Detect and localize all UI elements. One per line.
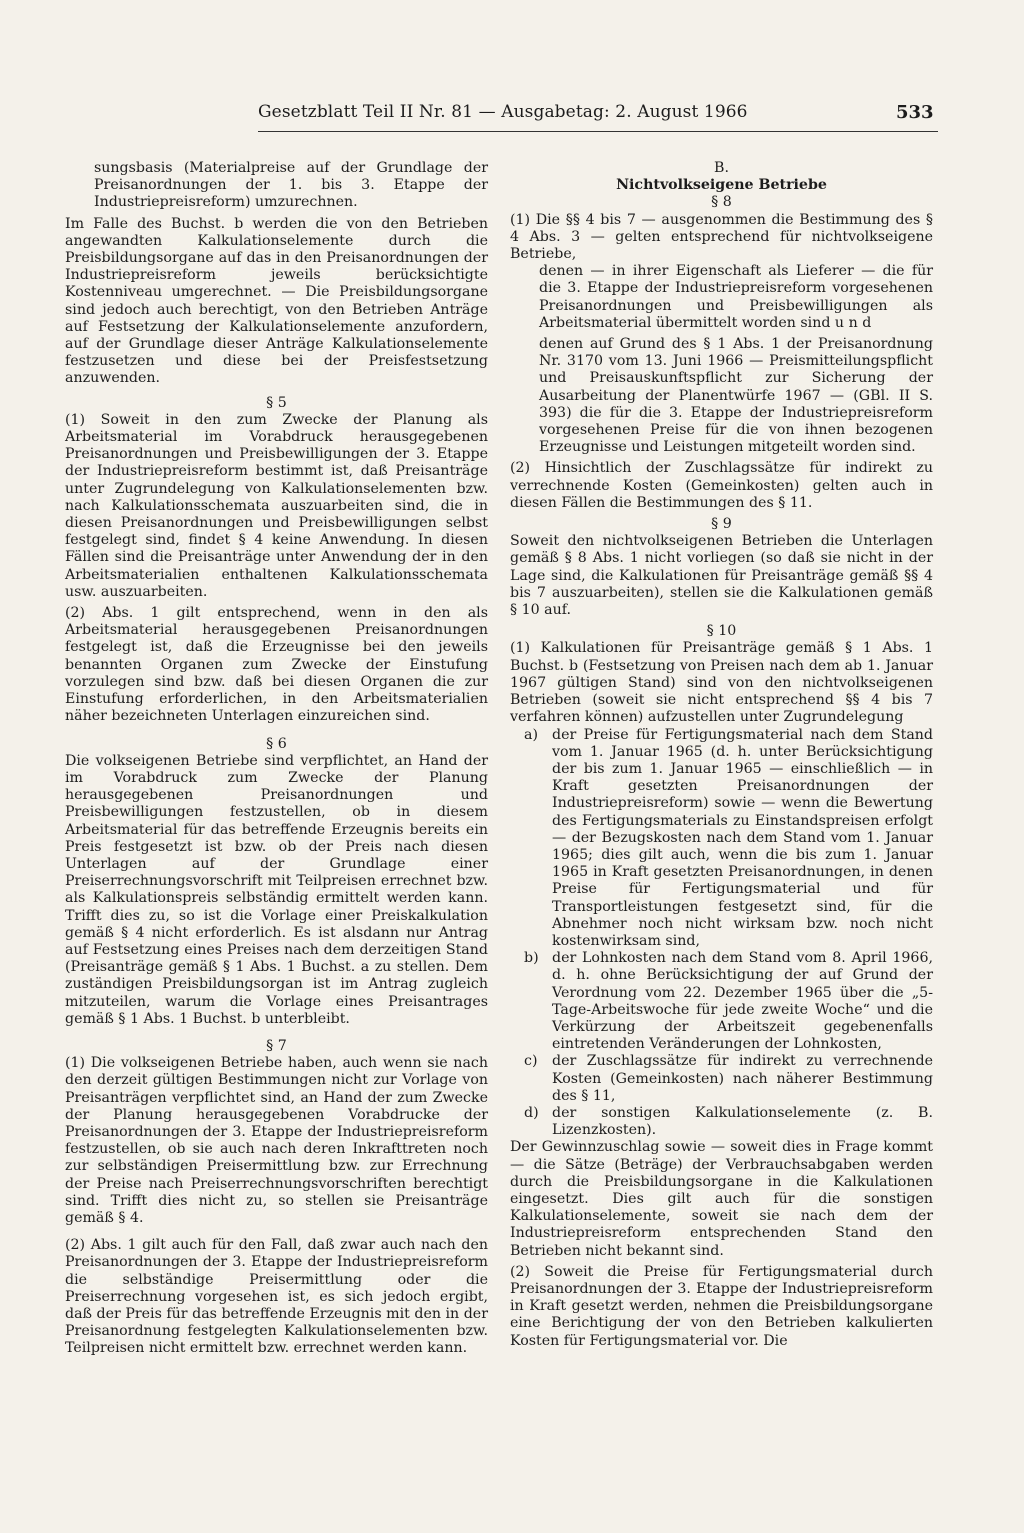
paragraph: (1) Kalkulationen für Preisanträge gemäß § 1 Abs. 1 Buchst. b (Festsetzung von Preisen nach dem ab 1. Januar 1967 gültigen Stand) sind von den nichtvolkseigenen Betrieben (soweit sie nicht entsprechend §§ 4 bis 7 verfahren können) aufzustellen unter Zugrundelegung (510, 640, 933, 726)
list-text: der Lohnkosten nach dem Stand vom 8. April 1966, d. h. ohne Berücksichtigung der auf Grund der Verordnung vom 22. Dezember 1965 über die „5-Tage-Arbeitswoche für jede zweite Woche“ und die Verkürzung der Arbeitszeit gegebenenfalls eintretenden Veränderungen der Lohnkosten, (552, 950, 933, 1053)
part-title: Nichtvolkseigene Betriebe (616, 177, 827, 194)
part-heading: B. (714, 160, 729, 176)
list-item (524, 727, 933, 951)
page-number: 533 (896, 102, 934, 123)
list-item (524, 950, 933, 1053)
list-label: c) (524, 1053, 538, 1070)
section-heading: § 9 (711, 516, 732, 533)
paragraph-indented: denen — in ihrer Eigenschaft als Lieferer — die für die 3. Etappe der Industriepreisreform vorgesehenen Preisanordnungen und Preisbewilligungen als Arbeitsmaterial übermittelt worden sind u n d (539, 263, 933, 331)
list-text: der Preise für Fertigungsmaterial nach dem Stand vom 1. Januar 1965 (d. h. unter Berücksichtigung der bis zum 1. Januar 1965 — einschließlich — in Kraft gesetzten Preisanordnungen der Industriepreisreform) sowie — wenn die Bewertung des Fertigungsmaterials zu Einstandspreisen erfolgt — der Bezugskosten nach dem Stand vom 1. Januar 1965; dies gilt auch, wenn die bis zum 1. Januar 1965 in Kraft gesetzten Preisanordnungen, in denen Preise für Fertigungsmaterial und für Transportleistungen festgesetzt sind, für die Abnehmer noch nicht wirksam bzw. noch nicht kostenwirksam sind, (552, 726, 933, 949)
list-text: der sonstigen Kalkulationselemente (z. B. Lizenzkosten). (552, 1104, 933, 1139)
paragraph: Soweit den nichtvolkseigenen Betrieben die Unterlagen gemäß § 8 Abs. 1 nicht vorliegen (so daß sie nicht in der Lage sind, die Kalkulationen für Preisanträge gemäß §§ 4 bis 7 auszuarbeiten), stellen sie die Kalkulationen gemäß § 10 auf. (510, 533, 933, 619)
page-header (0, 102, 1024, 126)
paragraph: (2) Soweit die Preise für Fertigungsmaterial durch Preisanordnungen der 3. Etappe der Industriepreisreform in Kraft gesetzt werden, nehmen die Preisbildungsorgane eine Berichtigung der von den Betrieben kalkulierten Kosten für Fertigungsmaterial vor. Die (510, 1263, 933, 1349)
paragraph: (1) Die volkseigenen Betriebe haben, auch wenn sie nach den derzeit gültigen Bestimmungen nicht zur Vorlage von Preisanträgen verpflichtet sind, an Hand der zum Zwecke der Planung herausgegebenen Vorabdrucke der Preisanordnungen der 3. Etappe der Industriepreisreform festzustellen, ob sie auch nach deren Inkrafttreten noch zur selbständigen Preisermittlung bzw. zur Errechnung der Preise nach Preiserrechnungsvorschriften berechtigt sind. Trifft dies nicht zu, so stellen sie Preisanträge gemäß § 4. (65, 1055, 488, 1226)
paragraph: Im Falle des Buchst. b werden die von den Betrieben angewandten Kalkulationselemente durch die Preisbildungsorgane auf das in den Preisanordnungen der Industriepreisreform jeweils berücksichtigte Kostenniveau umgerechnet. — Die Preisbildungsorgane sind jedoch auch berechtigt, von den Betrieben Anträge auf Festsetzung der Kalkulationselemente anzufordern, auf der Grundlage dieser Anträge Kalkulationselemente festzusetzen und diese bei der Preisfestsetzung anzuwenden. (65, 215, 488, 387)
paragraph: (2) Abs. 1 gilt auch für den Fall, daß zwar auch nach den Preisanordnungen der 3. Etappe der Industriepreisreform die selbständige Preisermittlung oder die Preiserrechnung vorgesehen ist, es sich jedoch ergibt, daß der Preis für das betreffende Erzeugnis mit den in der Preisanordnung festgelegten Kalkulationselementen bzw. Teilpreisen nicht ermittelt bzw. errechnet werden kann. (65, 1237, 488, 1357)
paragraph: sungsbasis (Materialpreise auf der Grundlage der Preisanordnungen der 1. bis 3. Etappe der Industriepreisreform) umzurechnen. (94, 160, 488, 211)
left-column (65, 160, 488, 1358)
list-text: der Zuschlagssätze für indirekt zu verrechnende Kosten (Gemeinkosten) nach näherer Bestimmung des § 11, (552, 1053, 933, 1104)
list-label: b) (524, 950, 539, 967)
list-label: a) (524, 726, 538, 743)
paragraph: (1) Soweit in den zum Zwecke der Planung als Arbeitsmaterial im Vorabdruck herausgegebenen Preisanordnungen und Preisbewilligungen der 3. Etappe der Industriepreisreform bestimmt ist, daß Preisanträge unter Zugrundelegung von Kalkulationselementen bzw. nach Kalkulationsschemata auszuarbeiten sind, die in diesen Preisanordnungen und Preisbewilligungen selbst festgelegt sind, findet § 4 keine Anwendung. In diesen Fällen sind die Preisanträge unter Anwendung der in den Arbeitsmaterialien enthaltenen Kalkulationsschemata usw. auszuarbeiten. (65, 411, 488, 600)
header-title: Gesetzblatt Teil II Nr. 81 — Ausgabetag: 2. August 1966 (258, 102, 748, 122)
list-label: d) (524, 1104, 539, 1121)
right-column (510, 160, 933, 1350)
section-heading: § 7 (266, 1037, 287, 1054)
paragraph: (2) Abs. 1 gilt entsprechend, wenn in den als Arbeitsmaterial herausgegebenen Preisanordnungen festgelegt ist, daß die Erzeugnisse bei den jeweils benannten Organen zum Zwecke der Einstufung vorzulegen sind bzw. daß bei diesen Organen die zur Einstufung erforderlichen, in den Arbeitsmaterialien näher bezeichneten Unterlagen einzureichen sind. (65, 605, 488, 725)
section-heading: § 10 (706, 623, 737, 640)
paragraph: (2) Hinsichtlich der Zuschlagssätze für indirekt zu verrechnende Kosten (Gemeinkosten) gelten auch in diesen Fällen die Bestimmungen des § 11. (510, 460, 933, 511)
paragraph-indented: denen auf Grund des § 1 Abs. 1 der Preisanordnung Nr. 3170 vom 13. Juni 1966 — Preismitteilungspflicht und Preisauskunftspflicht zur Sicherung der Ausarbeitung der Planentwürfe 1967 — (GBl. II S. 393) die für die 3. Etappe der Industriepreisreform vorgesehenen Preise für die von ihnen bezogenen Erzeugnisse und Leistungen mitgeteilt worden sind. (539, 336, 933, 456)
paragraph: (1) Die §§ 4 bis 7 — ausgenommen die Bestimmung des § 4 Abs. 3 — gelten entsprechend für nichtvolkseigene Betriebe, (510, 211, 933, 263)
list-item (524, 1053, 933, 1105)
section-heading: § 5 (266, 394, 287, 411)
section-heading: § 8 (711, 194, 732, 211)
paragraph: Die volkseigenen Betriebe sind verpflichtet, an Hand der im Vorabdruck zum Zwecke der Planung herausgegebenen Preisanordnungen und Preisbewilligungen festzustellen, ob in diesem Arbeitsmaterial für das betreffende Erzeugnis bereits ein Preis festgesetzt ist bzw. ob der Preis nach diesen Unterlagen auf der Grundlage einer Preiserrechnungsvorschrift mit Teilpreisen errechnet bzw. als Kalkulationspreis selbständig ermittelt werden kann. Trifft dies zu, so ist die Vorlage einer Preiskalkulation gemäß § 4 nicht erforderlich. Es ist alsdann nur Antrag auf Festsetzung eines Preises nach dem derzeitigen Stand (Preisanträge gemäß § 1 Abs. 1 Buchst. a zu stellen. Dem zuständigen Preisbildungsorgan ist im Antrag zugleich mitzuteilen, warum die Vorlage eines Preisantrages gemäß § 1 Abs. 1 Buchst. b unterbleibt. (65, 752, 488, 1027)
header-rule (258, 131, 938, 132)
section-heading: § 6 (266, 735, 287, 752)
paragraph: Der Gewinnzuschlag sowie — soweit dies in Frage kommt — die Sätze (Beträge) der Verbrauchsabgaben werden durch die Preisbildungsorgane in die Kalkulationen eingesetzt. Dies gilt auch für die sonstigen Kalkulationselemente, soweit sie nach dem der Industriepreisreform entsprechenden Stand den Betrieben nicht bekannt sind. (510, 1139, 933, 1259)
list-item (524, 1105, 933, 1139)
